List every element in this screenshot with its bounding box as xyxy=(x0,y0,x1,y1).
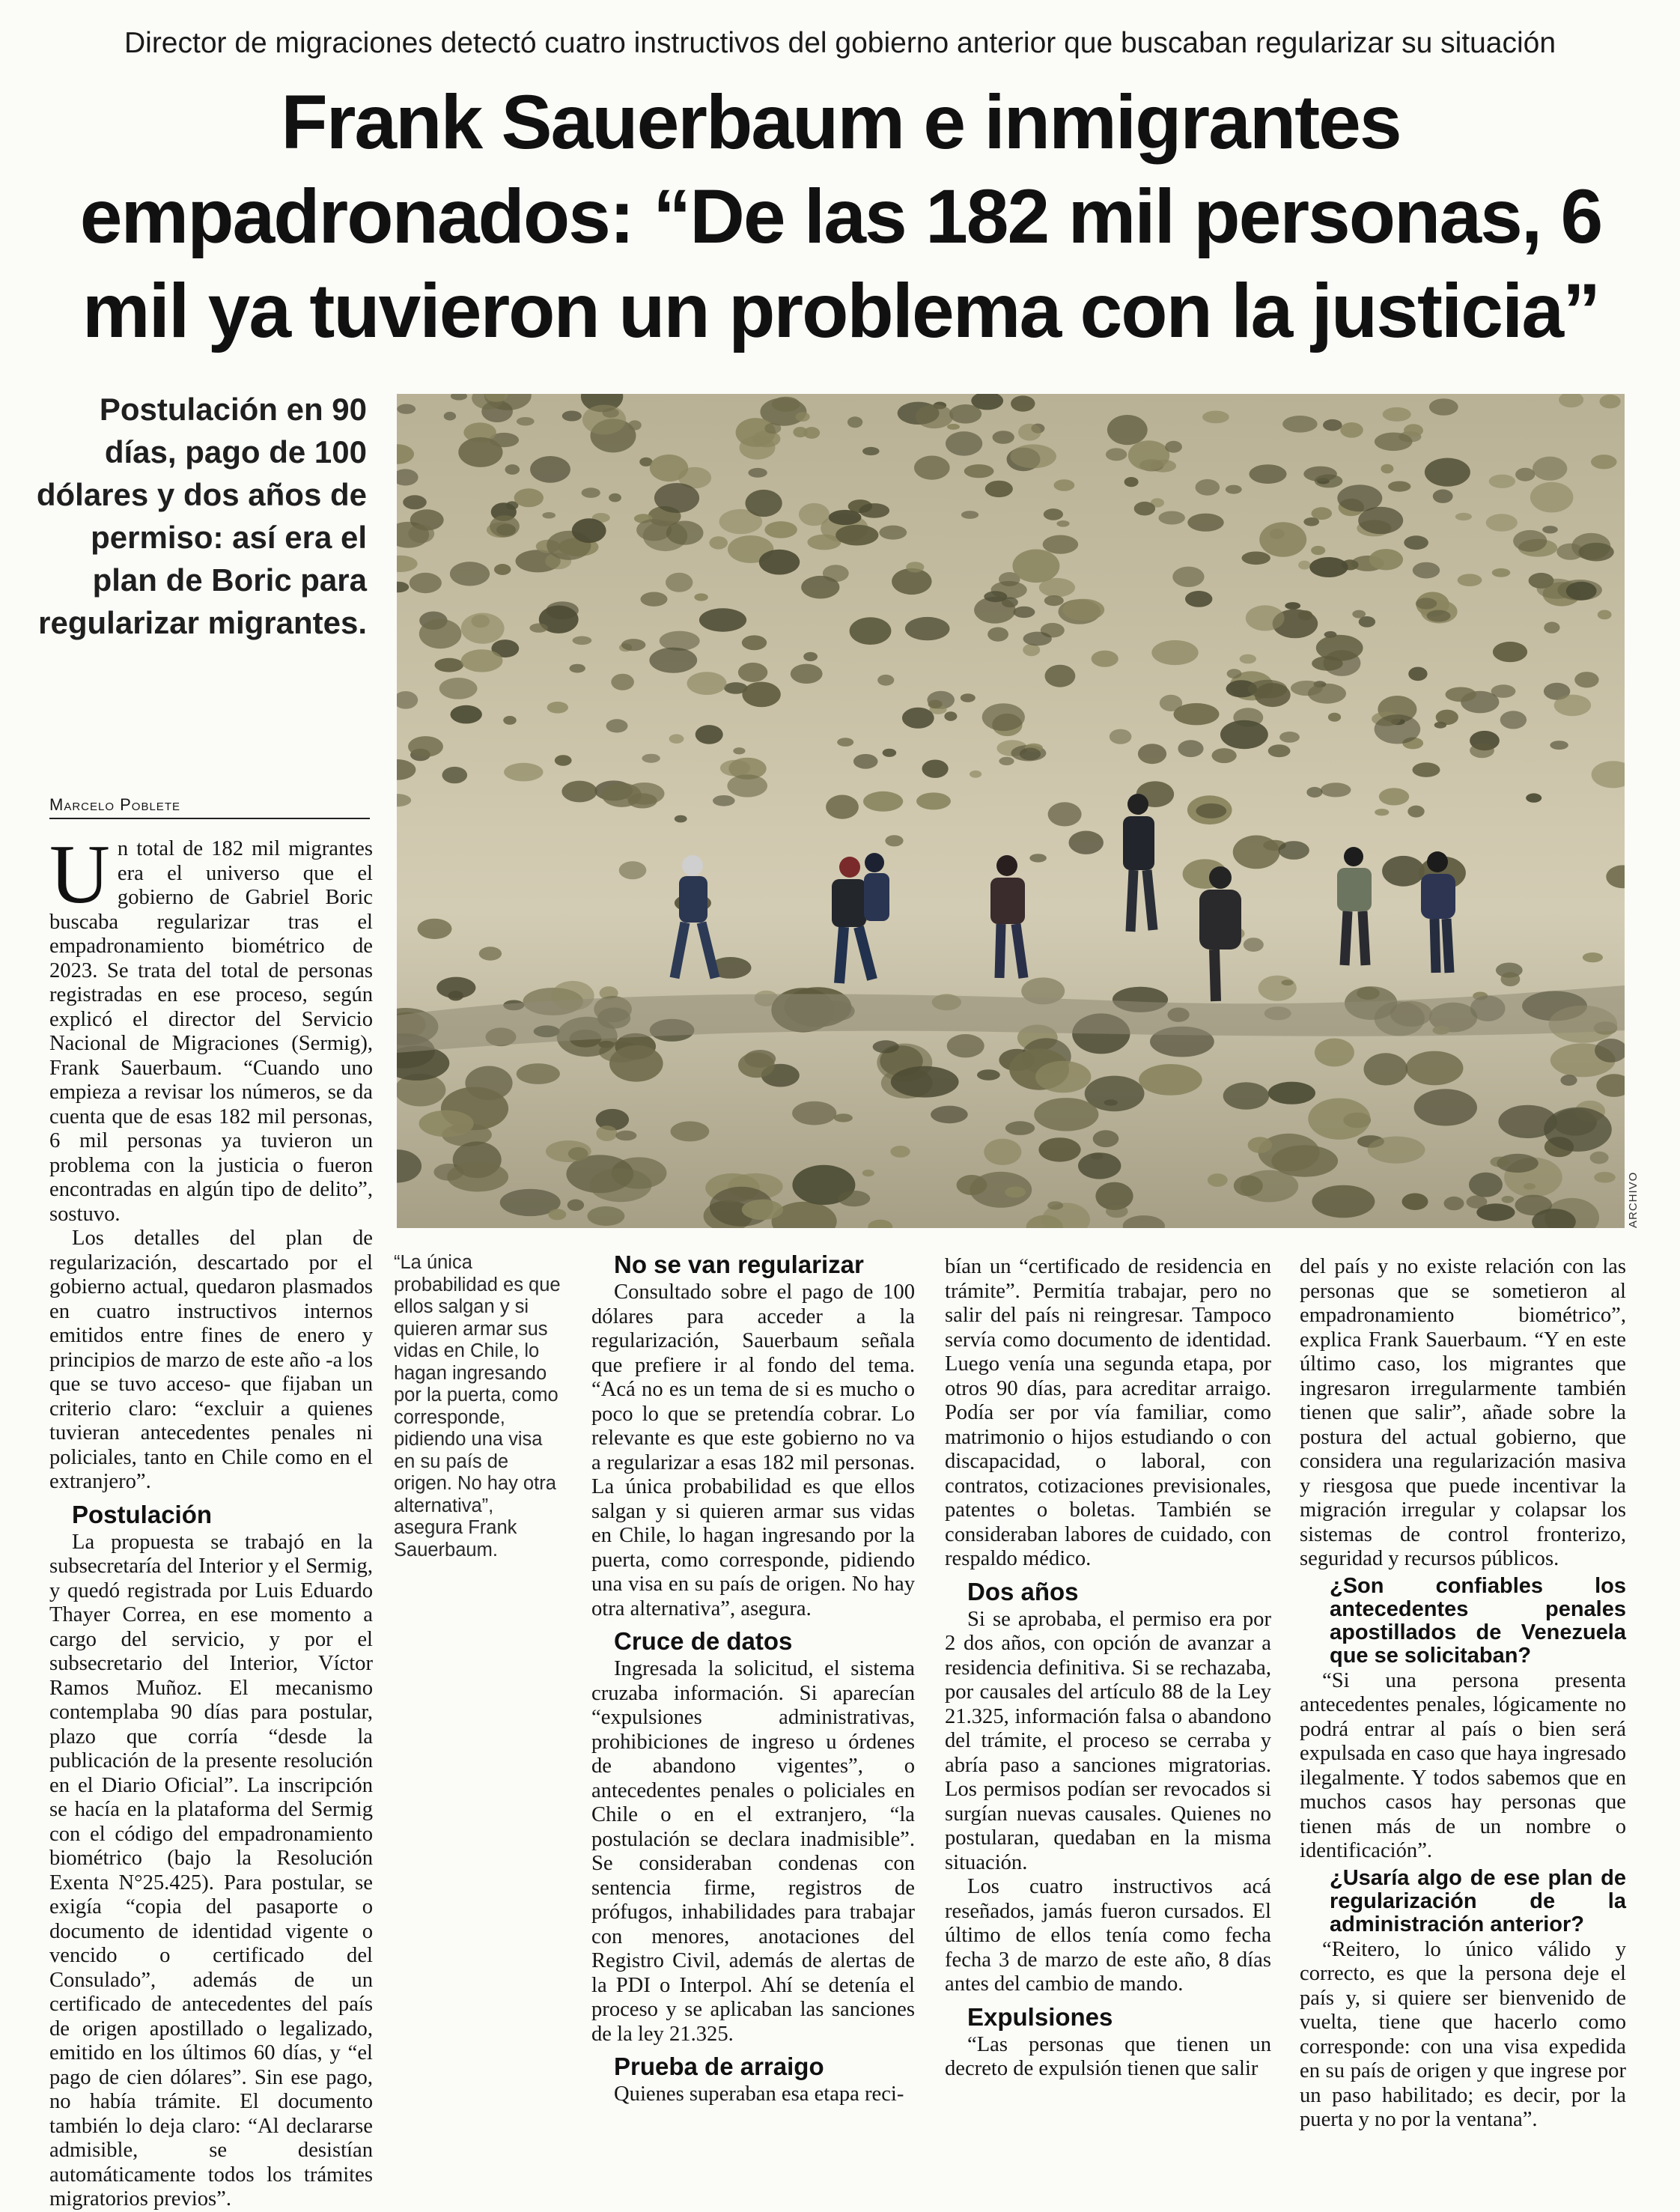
interview-question-2: ¿Usaría algo de ese plan de regularización de la administración anterior? xyxy=(1330,1865,1626,1936)
paragraph: La propuesta se trabajó en la subsecretaría del Interior y el Sermig, y quedó registrada por Luis Eduardo Thayer Correa, en ese momento a cargo del servicio, y por el subsecretario del Interior, Víctor Ramos Muñoz. El mecanismo contemplaba 90 días para postular, plazo que corría “desde la publicación de la presente resolución en el Diario Oficial”. La inscripción se hacía en la plataforma del Sermig con el código del empadronamiento biométrico (bajo la Resolución Exenta N°25.425). Para postular, se exigía “copia del pasaporte o documento de identidad vigente o vencido o certificado del Consulado”, además de un certificado de antecedentes del país de origen apostillado o legalizado, emitido en los últimos 60 días, y “el pago de cien dólares”. Sin ese pago, no había trámite. El documento también lo deja claro: “Al declararse admisible, se desistían automáticamente todos los trámites migratorios previos”. xyxy=(49,1530,373,2211)
byline: Marcelo Poblete xyxy=(49,795,370,819)
paragraph: “Reitero, lo único válido y correcto, es que la persona deje el país y, si quiere ser bienvenido de vuelta, tiene que hacerlo como corresponde: con una visa expedida en su país de origen y que ingrese por un paso habilitado; es decir, por la puerta y no por la ventana”. xyxy=(1300,1937,1626,2131)
dropcap: U xyxy=(49,828,110,921)
article-column-1 xyxy=(49,828,373,2212)
desert-photo-illustration xyxy=(397,394,1625,1228)
lead-paragraph: Un total de 182 mil migrantes era el universo que el gobierno de Gabriel Boric buscaba regularizar tras el empadronamiento biométrico de 2023. Se trata del total de personas registradas en ese proceso, según explicó el director del Servicio Nacional de Migraciones (Sermig), Frank Sauerbaum. “Cuando uno empieza a revisar los números, se da cuenta que de esas 182 mil personas, 6 mil personas ya tuvieron un problema con la justicia o fueron encontradas en algún tipo de delito”, sostuvo. xyxy=(49,828,373,1226)
paragraph: Los detalles del plan de regularización, descartado por el gobierno actual, quedaron plasmados en cuatro instructivos internos emitidos entre fines de enero y principios de marzo de este año -a los que se tuvo acceso- que fijaban un criterio claro: “excluir a quienes tuvieran antecedentes penales ni policiales, tanto en Chile como en el extranjero”. xyxy=(49,1227,373,1493)
paragraph: del país y no existe relación con las personas que se sometieron al empadronamiento biométrico”, explica Frank Sauerbaum. “Y en este último caso, los migrantes que ingresaron irregularmente también tienen que salir”, añade sobre la postura del actual gobierno, que considera una regularización masiva y riesgosa que puede incentivar la migración irregular y colapsar los sistemas de control fronterizo, seguridad y recursos públicos. xyxy=(1300,1255,1626,1570)
paragraph: Ingresada la solicitud, el sistema cruzaba información. Si aparecían “expulsiones administrativas, prohibiciones de ingreso u órdenes de abandono vigentes”, o antecedentes penales o policiales en Chile o en el extranjero, “la postulación se declara inadmisible”. Se consideraban condenas con sentencia firme, registros de prófugos, inhabilidades para trabajar con menores, anotaciones del Registro Civil, además de alertas de la PDI o Interpol. Ahí se detenía el proceso y se aplicaban las sanciones de la ley 21.325. xyxy=(591,1657,915,2046)
paragraph: Quienes superaban esa etapa reci- xyxy=(614,2082,904,2106)
paragraph: “Si una persona presenta antecedentes penales, lógicamente no podrá entrar al país o bien será expulsada en caso que haya ingresado ilegalmente. Y todos sabemos que en muchos casos hay personas que tienen más de un nombre o identificación”. xyxy=(1300,1668,1626,1862)
paragraph: “Las personas que tienen un decreto de expulsión tienen que salir xyxy=(945,2032,1271,2080)
headline: Frank Sauerbaum e inmigrantes empadronados: “De las 182 mil personas, 6 mil ya tuvieron un problema con la justicia” xyxy=(79,79,1602,353)
article-column-4 xyxy=(945,1255,1271,2082)
photo-credit: ARCHIVO xyxy=(1627,1171,1640,1228)
kicker: Director de migraciones detectó cuatro instructivos del gobierno anterior que buscaban regularizar su situación xyxy=(124,27,1556,59)
subhead-postulacion: Postulación xyxy=(72,1500,213,1528)
article-column-3 xyxy=(591,1251,915,2107)
paragraph: Consultado sobre el pago de 100 dólares para acceder a la regularización, Sauerbaum señala que prefiere ir al fondo del tema. “Acá no es un tema de si es mucho o poco lo que se pretendía cobrar. Lo relevante es que este gobierno no va a regularizar a esas 182 mil personas. La única probabilidad es que ellos salgan y si quieren armar sus vidas en Chile, lo hagan ingresando por la puerta, como corresponde, pidiendo una visa en su país de origen. No hay otra alternativa”, asegura. xyxy=(591,1280,915,1620)
subhead-cruce-de-datos: Cruce de datos xyxy=(614,1627,793,1655)
paragraph: bían un “certificado de residencia en trámite”. Permitía trabajar, pero no salir del país ni reingresar. Tampoco servía como documento de identidad. Luego venía una segunda etapa, por otros 90 días, para acreditar arraigo. Podía ser por vía familiar, como matrimonio o hijos estudiando o con discapacidad, o laboral, con contratos, cotizaciones previsionales, patentes o boletas. También se consideraban labores de cuidado, con respaldo médico. xyxy=(945,1255,1271,1570)
pull-quote: “La única probabilidad es que ellos salgan y si quieren armar sus vidas en Chile, lo hagan ingresando por la puerta, como corresponde, pidiendo una visa en su país de origen. No hay otra alternativa”, asegura Frank Sauerbaum. xyxy=(394,1252,561,1561)
interview-question-1: ¿Son confiables los antecedentes penales apostillados de Venezuela que se solicitaban? xyxy=(1330,1573,1626,1668)
subhead-expulsiones: Expulsiones xyxy=(967,2002,1113,2031)
article-column-5 xyxy=(1300,1255,1626,2133)
subhead-prueba-de-arraigo: Prueba de arraigo xyxy=(614,2053,824,2080)
photo-migrants-desert xyxy=(397,394,1625,1228)
paragraph: Si se aprobaba, el permiso era por 2 dos años, con opción de avanzar a residencia definitiva. Si se rechazaba, por causales del artículo 88 de la Ley 21.325, información falsa o abandono del trámite, el proceso se cerraba y abría paso a sanciones migratorias. Los permisos podían ser revocados si surgían nuevas causales. Quienes no postularan, quedaban en la misma situación. xyxy=(945,1607,1271,1874)
deck: Postulación en 90 días, pago de 100 dólares y dos años de permiso: así era el plan de Boric para regularizar migrantes. xyxy=(36,392,367,640)
subhead-no-se-van-regularizar: No se van regularizar xyxy=(614,1251,864,1278)
subhead-dos-anos: Dos años xyxy=(967,1577,1079,1605)
paragraph: Los cuatro instructivos acá reseñados, jamás fueron cursados. El último de ellos tenía como fecha fecha 3 de marzo de este año, 8 días antes del cambio de mando. xyxy=(945,1875,1271,1996)
